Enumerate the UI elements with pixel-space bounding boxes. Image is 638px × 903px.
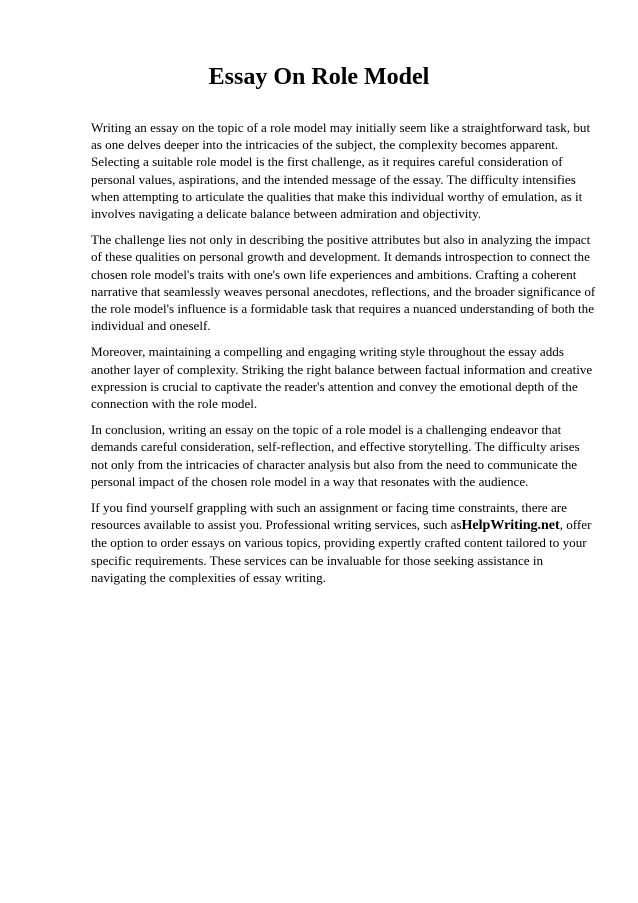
paragraph-5 bbox=[91, 499, 596, 586]
paragraph-5-before-link: If you find yourself grappling with such an assignment or facing time constraints, there are resources available to assist you. Professional writing services, such as bbox=[91, 500, 567, 533]
document-body bbox=[91, 119, 596, 595]
paragraph-2: The challenge lies not only in describing the positive attributes but also in analyzing the impact of these qualities on personal growth and development. It demands introspection to connect the chosen role model's traits with one's own life experiences and ambitions. Crafting a coherent narrative that seamlessly weaves personal anecdotes, reflections, and the broader significance of the role model's influence is a formidable task that requires a nuanced understanding of both the individual and oneself. bbox=[91, 232, 596, 334]
paragraph-1: Writing an essay on the topic of a role model may initially seem like a straightforward task, but as one delves deeper into the intricacies of the subject, the complexity becomes apparent. Selecting a suitable role model is the first challenge, as it requires careful consideration of personal values, aspirations, and the intended message of the essay. The difficulty intensifies when attempting to articulate the qualities that make this individual worthy of emulation, as it involves navigating a delicate balance between admiration and objectivity. bbox=[91, 120, 591, 222]
document-title: Essay On Role Model bbox=[208, 64, 430, 90]
paragraph-4: In conclusion, writing an essay on the topic of a role model is a challenging endeavor that demands careful consideration, self-reflection, and effective storytelling. The difficulty arises not only from the intricacies of character analysis but also from the need to communicate the personal impact of the chosen role model in a way that resonates with the audience. bbox=[91, 422, 580, 489]
service-link[interactable]: HelpWriting.net bbox=[461, 518, 560, 534]
paragraph-5-after-link: , offer the option to order essays on various topics, providing expertly crafted content tailored to your specific requirements. These services can be invaluable for those seeking assistance in navigating the complexities of essay writing. bbox=[91, 517, 592, 585]
paragraph-3: Moreover, maintaining a compelling and engaging writing style throughout the essay adds another layer of complexity. Striking the right balance between factual information and creative expression is crucial to captivate the reader's attention and convey the emotional depth of the connection with the role model. bbox=[91, 344, 593, 412]
